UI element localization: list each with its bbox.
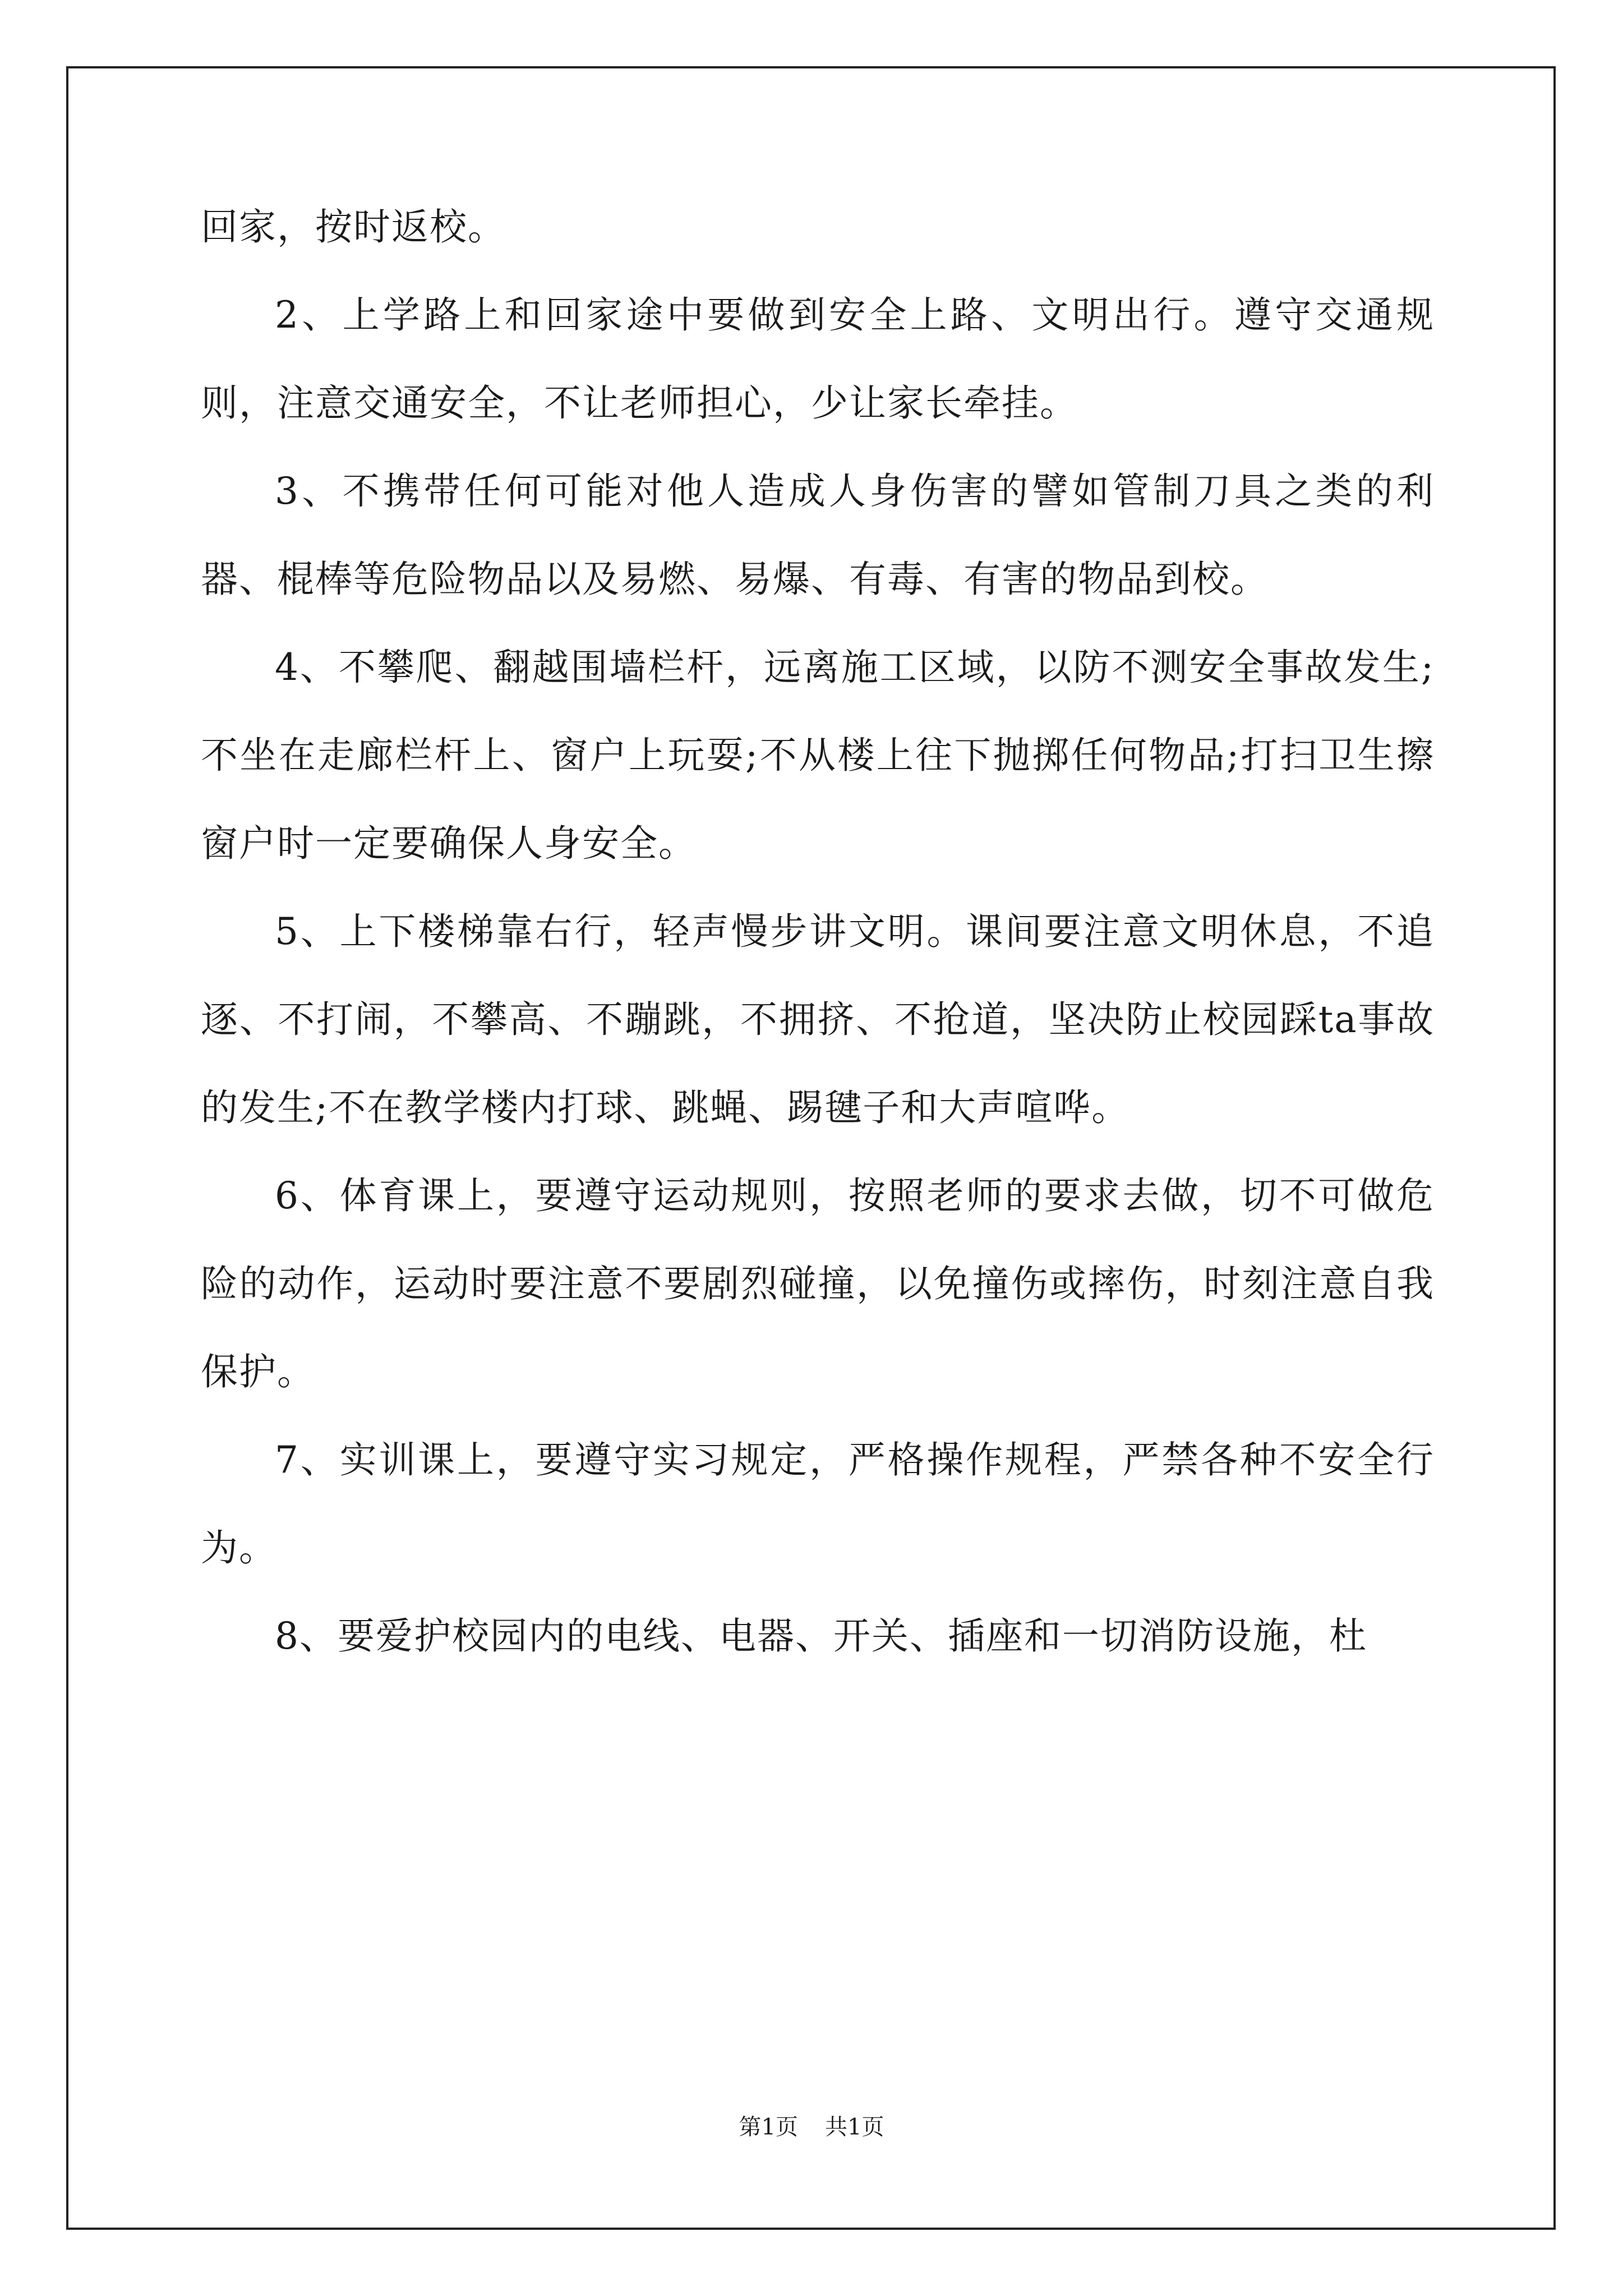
paragraph-item-8: 8、要爱护校园内的电线、电器、开关、插座和一切消防设施，杜 <box>275 1614 1367 1658</box>
page-number-total: 共1页 <box>825 2114 884 2140</box>
paragraph-item-5: 5、上下楼梯靠右行，轻声慢步讲文明。课间要注意文明休息，不追逐、不打闹，不攀高、不蹦跳，不拥挤、不抢道，坚决防止校园踩ta事故的发生;不在教学楼内打球、跳蝇、踢毽子和大声喧哗。 <box>201 910 1435 1129</box>
paragraph-item-4: 4、不攀爬、翻越围墙栏杆，远离施工区域，以防不测安全事故发生;不坐在走廊栏杆上、窗户上玩耍;不从楼上往下抛掷任何物品;打扫卫生擦窗户时一定要确保人身安全。 <box>201 646 1435 865</box>
page-footer <box>0 2109 1623 2141</box>
paragraph-item-2: 2、上学路上和回家途中要做到安全上路、文明出行。遵守交通规则，注意交通安全，不让老师担心，少让家长牵挂。 <box>201 293 1435 425</box>
paragraph-item-7: 7、实训课上，要遵守实习规定，严格操作规程，严禁各种不安全行为。 <box>201 1438 1435 1570</box>
paragraph-continuation: 回家，按时返校。 <box>201 205 506 249</box>
paragraph-item-3: 3、不携带任何可能对他人造成人身伤害的譬如管制刀具之类的利器、棍棒等危险物品以及易燃、易爆、有毒、有害的物品到校。 <box>201 470 1435 601</box>
document-body <box>201 183 1435 1680</box>
paragraph-item-6: 6、体育课上，要遵守运动规则，按照老师的要求去做，切不可做危险的动作，运动时要注意不要剧烈碰撞，以免撞伤或摔伤，时刻注意自我保护。 <box>201 1174 1435 1393</box>
page-number-current: 第1页 <box>739 2114 798 2140</box>
